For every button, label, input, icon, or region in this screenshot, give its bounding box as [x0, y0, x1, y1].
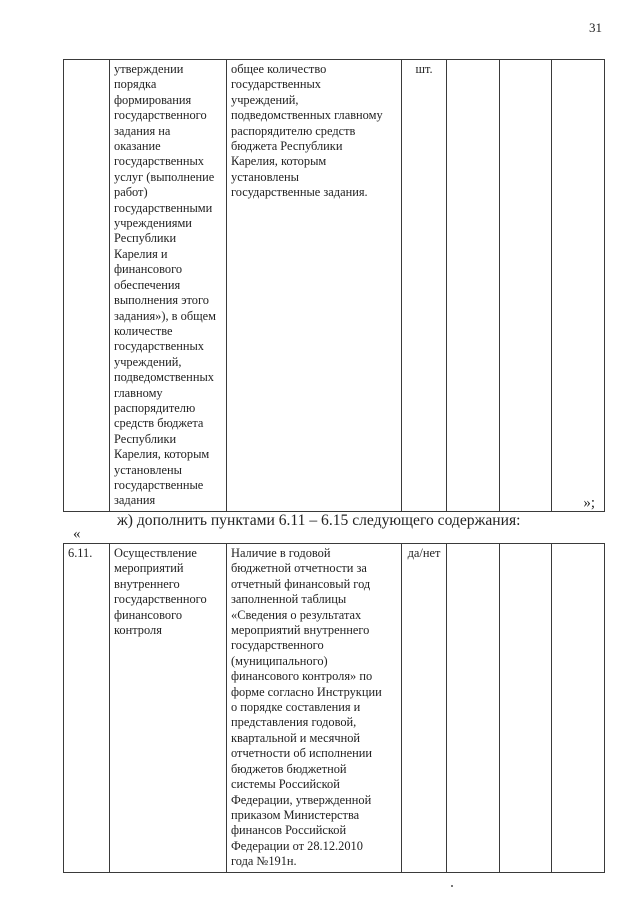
value-cell	[447, 60, 500, 512]
text-line: о порядке составления и	[231, 700, 361, 715]
text-line: общее количество	[231, 62, 327, 76]
text-line: Карелия, которым	[231, 154, 327, 169]
text-line: государственных	[114, 154, 205, 169]
text-line: внутреннего	[114, 576, 180, 591]
text-line: работ)	[114, 185, 148, 200]
opening-quote: «	[73, 526, 81, 542]
text-line: установлены	[231, 169, 299, 184]
scan-speck	[451, 885, 453, 887]
amendment-paragraph: ж) дополнить пунктами 6.11 – 6.15 следующего содержания:	[117, 512, 521, 529]
text-line: главному	[114, 385, 163, 400]
text-line: учреждениями	[114, 216, 192, 231]
indicator-description-text	[231, 62, 397, 201]
closing-quote: »;	[583, 495, 595, 511]
text-line: государственных	[231, 77, 322, 92]
text-line: Федерации, утвержденной	[231, 792, 372, 807]
value-cell	[447, 544, 500, 873]
indicator-description-cell	[227, 544, 402, 873]
text-line: распорядителю	[114, 400, 196, 415]
indicator-name-cell	[110, 544, 227, 873]
unit-cell	[402, 544, 447, 873]
text-line: финансового контроля» по	[231, 669, 373, 684]
value-cell	[552, 544, 605, 873]
text-line: отчетный финансовый год	[231, 576, 371, 591]
text-line: обеспечения	[114, 277, 181, 292]
text-line: квартальной и месячной	[231, 730, 361, 745]
text-line: утверждении	[114, 62, 184, 76]
text-line: государственного	[114, 108, 207, 123]
item-number: 6.11.	[68, 546, 93, 560]
text-line: системы Российской	[231, 777, 340, 792]
text-line: количестве	[114, 323, 173, 338]
text-line: финансов Российской	[231, 823, 347, 838]
text-line: установлены	[114, 462, 182, 477]
text-line: государственных	[114, 339, 205, 354]
indicator-name-text	[114, 62, 222, 509]
text-line: контроля	[114, 623, 162, 638]
text-line: бюджета Республики	[231, 139, 343, 154]
unit-text: шт.	[415, 62, 433, 76]
text-line: Республики	[114, 231, 177, 246]
text-line: формирования	[114, 92, 192, 107]
text-line: заполненной таблицы	[231, 592, 347, 607]
text-line: представления годовой,	[231, 715, 357, 730]
text-line: государственного	[231, 638, 324, 653]
text-line: государственного	[114, 592, 207, 607]
text-line: Карелия и	[114, 246, 168, 261]
indicator-table-new-items	[63, 543, 605, 873]
item-number-cell	[64, 60, 110, 512]
text-line: «Сведения о результатах	[231, 607, 362, 622]
text-line: финансового	[114, 607, 183, 622]
text-line: Республики	[114, 431, 177, 446]
value-cell	[552, 60, 605, 512]
page-number: 31	[589, 20, 602, 35]
text-line: государственные задания.	[231, 185, 368, 200]
text-line: средств бюджета	[114, 416, 204, 431]
unit-text: да/нет	[407, 546, 441, 560]
value-cell	[500, 544, 552, 873]
text-line: государственными	[114, 200, 213, 215]
text-line: Карелия, которым	[114, 447, 210, 462]
text-line: Осуществление	[114, 546, 197, 560]
text-line: задания на	[114, 123, 171, 138]
text-line: выполнения этого	[114, 293, 209, 308]
text-line: мероприятий	[114, 561, 184, 576]
text-line: мероприятий внутреннего	[231, 623, 370, 638]
item-number-cell	[64, 544, 110, 873]
text-line: распорядителю средств	[231, 123, 356, 138]
text-line: форме согласно Инструкции	[231, 684, 382, 699]
indicator-name-cell	[110, 60, 227, 512]
table-row	[64, 544, 605, 873]
text-line: государственные	[114, 477, 204, 492]
text-line: года №191н.	[231, 854, 297, 869]
text-line: учреждений,	[114, 354, 182, 369]
text-line: задания»), в общем	[114, 308, 217, 323]
text-line: подведомственных главному	[231, 108, 383, 123]
text-line: Наличие в годовой	[231, 546, 331, 560]
text-line: бюджетной отчетности за	[231, 561, 367, 576]
table-row	[64, 60, 605, 512]
indicator-name-text	[114, 546, 222, 638]
text-line: отчетности об исполнении	[231, 746, 372, 761]
text-line: задания	[114, 493, 156, 508]
value-cell	[500, 60, 552, 512]
indicator-table-continued	[63, 59, 605, 512]
text-line: бюджетов бюджетной	[231, 761, 347, 776]
text-line: (муниципального)	[231, 653, 328, 668]
text-line: финансового	[114, 262, 183, 277]
text-line: порядка	[114, 77, 157, 92]
text-line: подведомственных	[114, 370, 214, 385]
text-line: учреждений,	[231, 92, 299, 107]
text-line: приказом Министерства	[231, 807, 360, 822]
text-line: Федерации от 28.12.2010	[231, 838, 363, 853]
indicator-description-text	[231, 546, 397, 870]
indicator-description-cell	[227, 60, 402, 512]
text-line: оказание	[114, 139, 161, 154]
text-line: услуг (выполнение	[114, 169, 215, 184]
unit-cell	[402, 60, 447, 512]
